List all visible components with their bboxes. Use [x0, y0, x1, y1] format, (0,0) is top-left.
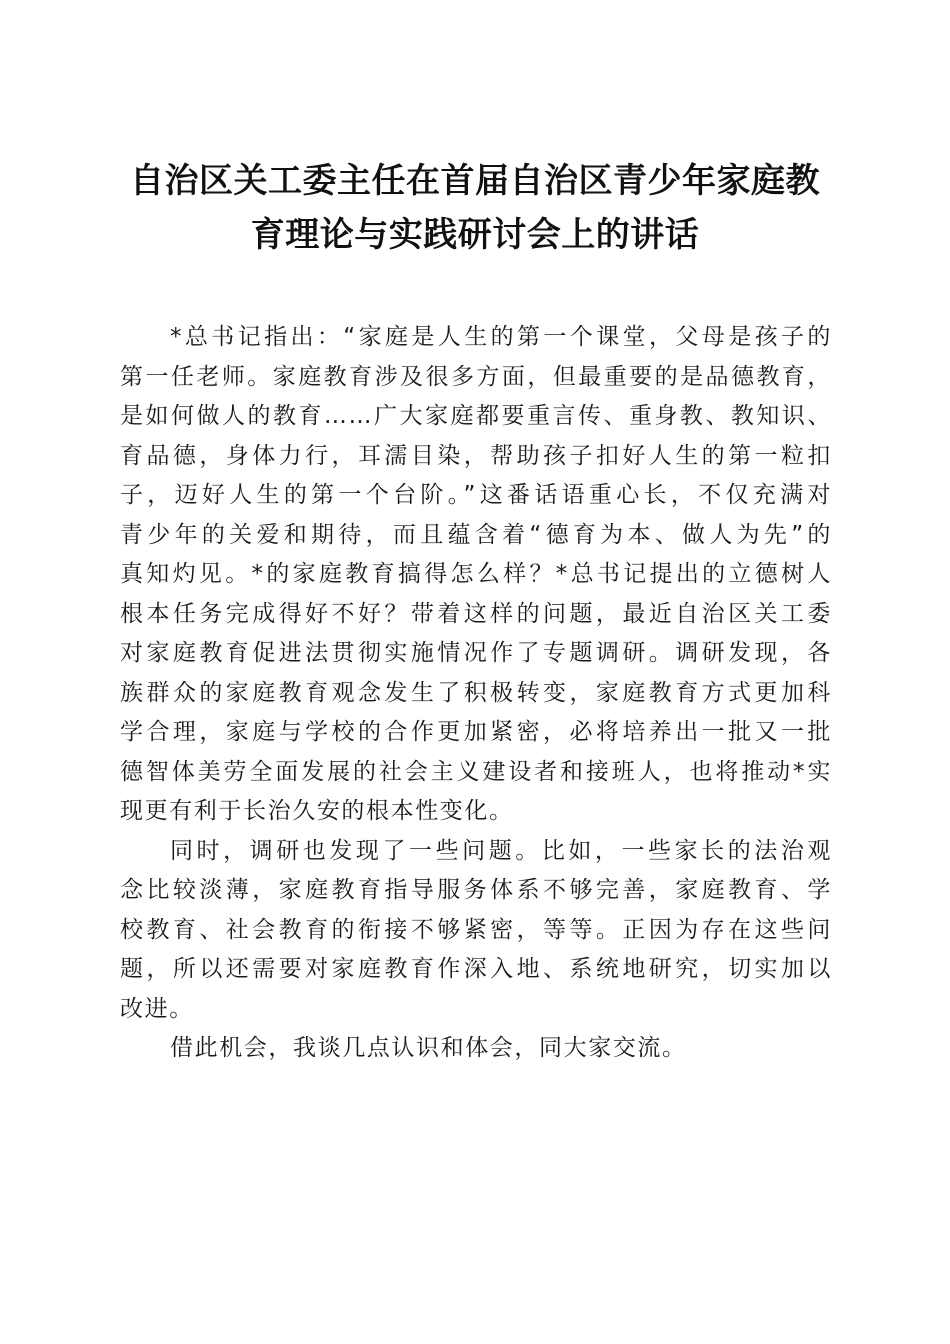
text-line: 现更有利于长治久安的根本性变化。	[120, 798, 514, 824]
paragraph-1	[120, 318, 832, 832]
text-line: 题，所以还需要对家庭教育作深入地、系统地研究，切实加以	[120, 956, 832, 982]
text-line: 德智体美劳全面发展的社会主义建设者和接班人，也将推动*实	[120, 758, 832, 785]
text-line: 真知灼见。*的家庭教育搞得怎么样？*总书记提出的立德树人	[120, 561, 832, 587]
document-title	[100, 154, 850, 262]
title-line: 自治区关工委主任在首届自治区青少年家庭教	[130, 161, 820, 201]
text-line: 对家庭教育促进法贯彻实施情况作了专题调研。调研发现，各	[120, 640, 832, 666]
text-line: 借此机会，我谈几点认识和体会，同大家交流。	[170, 1035, 687, 1061]
text-line: 根本任务完成得好不好？带着这样的问题，最近自治区关工委	[120, 600, 832, 627]
text-line: 学合理，家庭与学校的合作更加紧密，必将培养出一批又一批	[120, 719, 832, 745]
paragraph-2	[120, 832, 832, 1030]
text-line: 改进。	[120, 995, 194, 1022]
text-line: 同时，调研也发现了一些问题。比如，一些家长的法治观	[170, 837, 832, 864]
paragraph-3	[120, 1029, 832, 1069]
text-line: 是如何做人的教育……广大家庭都要重言传、重身教、教知识、	[120, 403, 832, 429]
document-body	[120, 318, 832, 1069]
text-line: 青少年的关爱和期待，而且蕴含着“德育为本、做人为先”的	[120, 521, 832, 548]
text-line: *总书记指出：“家庭是人生的第一个课堂，父母是孩子的	[170, 324, 832, 350]
text-line: 校教育、社会教育的衔接不够紧密，等等。正因为存在这些问	[120, 916, 832, 943]
text-line: 第一任老师。家庭教育涉及很多方面，但最重要的是品德教育，	[120, 363, 832, 390]
text-line: 子，迈好人生的第一个台阶。”这番话语重心长，不仅充满对	[120, 482, 832, 508]
title-line: 育理论与实践研讨会上的讲话	[250, 215, 700, 255]
text-line: 育品德，身体力行，耳濡目染，帮助孩子扣好人生的第一粒扣	[120, 442, 832, 469]
text-line: 族群众的家庭教育观念发生了积极转变，家庭教育方式更加科	[120, 679, 832, 706]
text-line: 念比较淡薄，家庭教育指导服务体系不够完善，家庭教育、学	[120, 877, 832, 903]
